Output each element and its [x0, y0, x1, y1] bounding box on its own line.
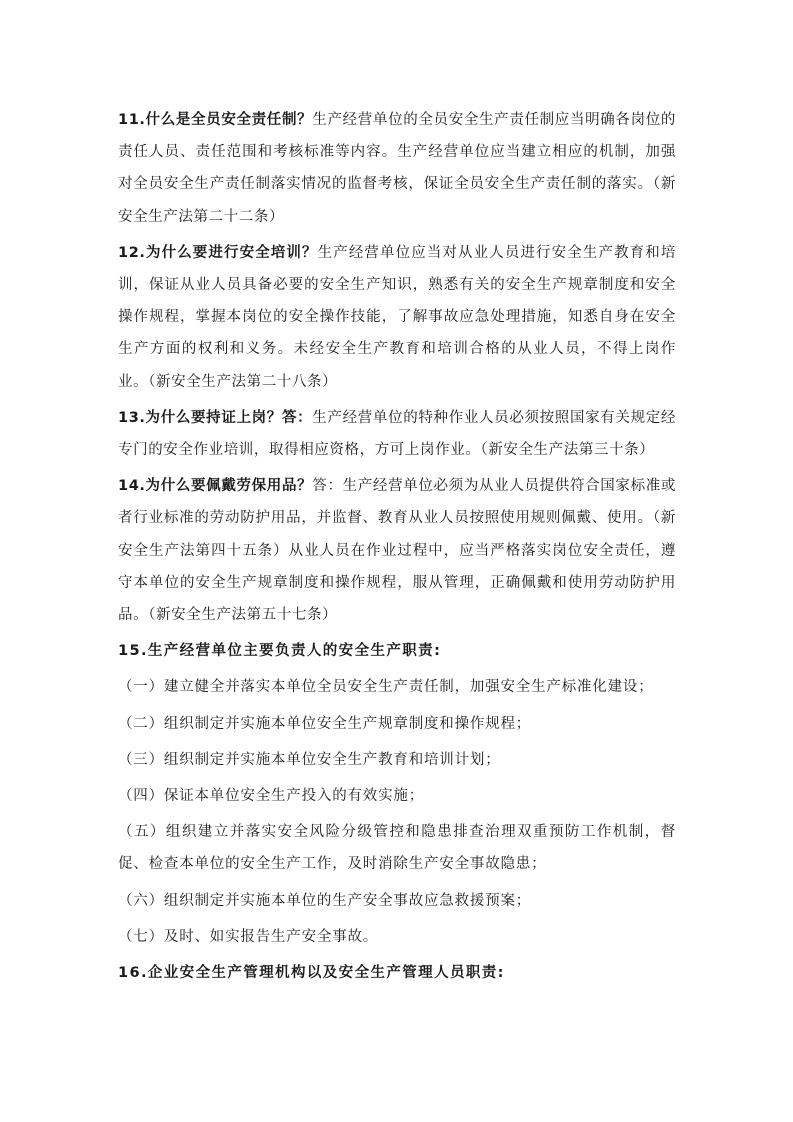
list-item: （四）保证本单位安全生产投入的有效实施；: [118, 788, 424, 805]
question-title: 11.什么是全员安全责任制？: [118, 112, 313, 128]
question-answer: 生产经营单位的特种作业人员必须按照国家有关规定经专门的安全作业培训，取得相应资格，方可上岗作业。（新安全生产法第三十条）: [118, 409, 676, 459]
section-16-heading: 16.企业安全生产管理机构以及安全生产管理人员职责:: [118, 965, 505, 982]
list-item: （三）组织制定并实施本单位安全生产教育和培训计划；: [118, 751, 501, 768]
list-item: （六）组织制定并实施本单位的生产安全事故应急救援预案；: [118, 892, 532, 909]
list-item: （五）组织建立并落实安全风险分级管控和隐患排查治理双重预防工作机制，督促、检查本单位的安全生产工作，及时消除生产安全事故隐患；: [118, 824, 676, 873]
list-item: （一）建立健全并落实本单位全员安全生产责任制，加强安全生产标准化建设；: [118, 679, 654, 696]
section-15-heading: 15.生产经营单位主要负责人的安全生产职责:: [118, 643, 442, 660]
list-item: （二）组织制定并实施本单位安全生产规章制度和操作规程；: [118, 715, 532, 732]
question-answer: 生产经营单位的全员安全生产责任制应当明确各岗位的责任人员、责任范围和考核标准等内容。生产经营单位应当建立相应的机制，加强对全员安全生产责任制落实情况的监督考核，保证全员安全生产责任制的落实。（新安全生产法第二十二条）: [118, 112, 676, 225]
question-14: [118, 470, 676, 631]
question-title: 13.为什么要持证上岗？答：: [118, 409, 313, 426]
question-answer: 生产经营单位应当对从业人员进行安全生产教育和培训，保证从业人员具备必要的安全生产知识，熟悉有关的安全生产规章制度和安全操作规程，掌握本岗位的安全操作技能，了解事故应急处理措施，知悉自身在安全生产方面的权利和义务。未经安全生产教育和培训合格的从业人员，不得上岗作业。（新安全生产法第二十八条）: [118, 244, 676, 390]
question-answer: 答：生产经营单位必须为从业人员提供符合国家标准或者行业标准的劳动防护用品，并监督、教育从业人员按照使用规则佩戴、使用。（新安全生产法第四十五条）从业人员在作业过程中，应当严格落实岗位安全责任，遵守本单位的安全生产规章制度和操作规程，服从管理，正确佩戴和使用劳动防护用品。（新安全生产法第五十七条）: [118, 478, 676, 624]
question-11: [118, 104, 676, 233]
list-item: （七）及时、如实报告生产安全事故。: [118, 928, 379, 945]
question-12: [118, 237, 676, 398]
document-body: [118, 104, 676, 993]
question-title: 14.为什么要佩戴劳保用品？: [118, 478, 313, 495]
question-13: [118, 402, 676, 466]
question-title: 12.为什么要进行安全培训？: [118, 244, 318, 261]
